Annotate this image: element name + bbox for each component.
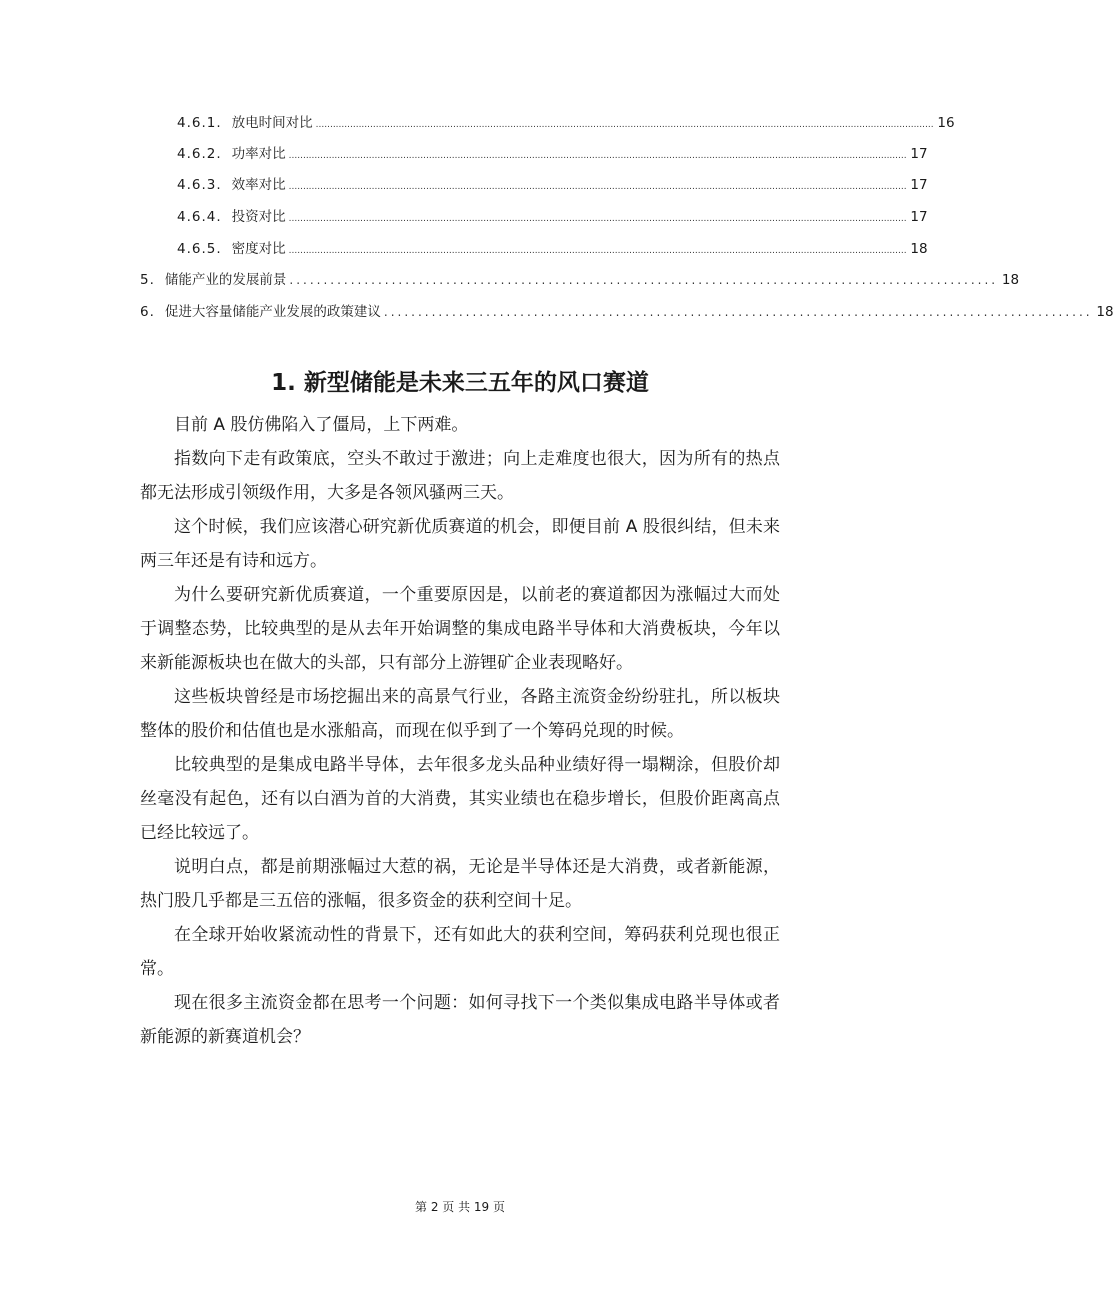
toc-entry-page: 18	[910, 241, 928, 257]
toc-entry-number: 4.6.3.	[177, 177, 222, 193]
toc-entry-number: 6.	[140, 304, 155, 320]
toc-leader-dots: ........................................................................................................................................................................................................................	[315, 120, 934, 130]
toc-leader-dots: ........................................................................................................	[289, 273, 999, 287]
toc-entry[interactable]	[177, 113, 955, 135]
toc-entry-title: 促进大容量储能产业发展的政策建议	[164, 304, 381, 320]
paragraph: 这些板块曾经是市场挖掘出来的高景气行业，各路主流资金纷纷驻扎，所以板块整体的股价和估值也是水涨船高，而现在似乎到了一个筹码兑现的时候。	[140, 687, 780, 741]
toc-entry-number: 4.6.2.	[177, 146, 222, 162]
toc-entry-title: 功率对比	[231, 146, 286, 162]
toc-entry-number: 4.6.5.	[177, 241, 222, 257]
toc-entry-title: 效率对比	[231, 177, 286, 193]
paragraph: 在全球开始收紧流动性的背景下，还有如此大的获利空间，筹码获利兑现也很正常。	[140, 925, 780, 979]
toc-entry-page: 18	[1096, 304, 1114, 320]
toc-entry[interactable]	[140, 302, 1114, 322]
toc-leader-dots: ........................................................................................................	[383, 305, 1093, 319]
toc-entry-page: 17	[910, 146, 928, 162]
toc-entry-title: 密度对比	[231, 241, 286, 257]
toc-entry-title: 投资对比	[231, 209, 286, 225]
toc-entry[interactable]	[140, 270, 1020, 290]
toc-entry-number: 4.6.1.	[177, 115, 222, 131]
toc-entry[interactable]	[177, 207, 928, 229]
toc-entry-page: 17	[910, 209, 928, 225]
toc-entry-page: 16	[937, 115, 955, 131]
page-footer: 第 2 页 共 19 页	[415, 1200, 505, 1214]
toc-leader-dots: ........................................................................................................................................................................................................................	[288, 151, 907, 161]
paragraph: 为什么要研究新优质赛道，一个重要原因是，以前老的赛道都因为涨幅过大而处于调整态势，比较典型的是从去年开始调整的集成电路半导体和大消费板块，今年以来新能源板块也在做大的头部，只有部分上游锂矿企业表现略好。	[140, 585, 780, 673]
toc-entry-page: 18	[1001, 272, 1020, 288]
toc-leader-dots: ........................................................................................................................................................................................................................	[288, 246, 907, 256]
toc-entry-title: 储能产业的发展前景	[164, 272, 287, 288]
toc-entry-page: 17	[910, 177, 928, 193]
toc-entry[interactable]	[177, 239, 928, 261]
toc-entry-number: 5.	[140, 272, 155, 288]
toc-leader-dots: ........................................................................................................................................................................................................................	[288, 182, 907, 192]
paragraph: 比较典型的是集成电路半导体，去年很多龙头品种业绩好得一塌糊涂，但股价却丝毫没有起色，还有以白酒为首的大消费，其实业绩也在稳步增长，但股价距离高点已经比较远了。	[140, 755, 780, 843]
toc-entry[interactable]	[177, 144, 928, 166]
paragraph: 指数向下走有政策底，空头不敢过于激进；向上走难度也很大，因为所有的热点都无法形成引领级作用，大多是各领风骚两三天。	[140, 449, 780, 503]
section-heading: 1. 新型储能是未来三五年的风口赛道	[271, 370, 649, 396]
toc-entry-title: 放电时间对比	[231, 115, 313, 131]
paragraph: 说明白点，都是前期涨幅过大惹的祸，无论是半导体还是大消费，或者新能源，热门股几乎都是三五倍的涨幅，很多资金的获利空间十足。	[140, 857, 780, 911]
toc-entry-number: 4.6.4.	[177, 209, 222, 225]
section-body	[140, 408, 780, 1054]
toc-leader-dots: ........................................................................................................................................................................................................................	[288, 214, 907, 224]
paragraph: 这个时候，我们应该潜心研究新优质赛道的机会，即便目前 A 股很纠结，但未来两三年还是有诗和远方。	[140, 517, 780, 571]
paragraph: 目前 A 股仿佛陷入了僵局，上下两难。	[174, 415, 469, 435]
toc-entry[interactable]	[177, 175, 928, 197]
paragraph: 现在很多主流资金都在思考一个问题：如何寻找下一个类似集成电路半导体或者新能源的新赛道机会？	[140, 993, 780, 1047]
